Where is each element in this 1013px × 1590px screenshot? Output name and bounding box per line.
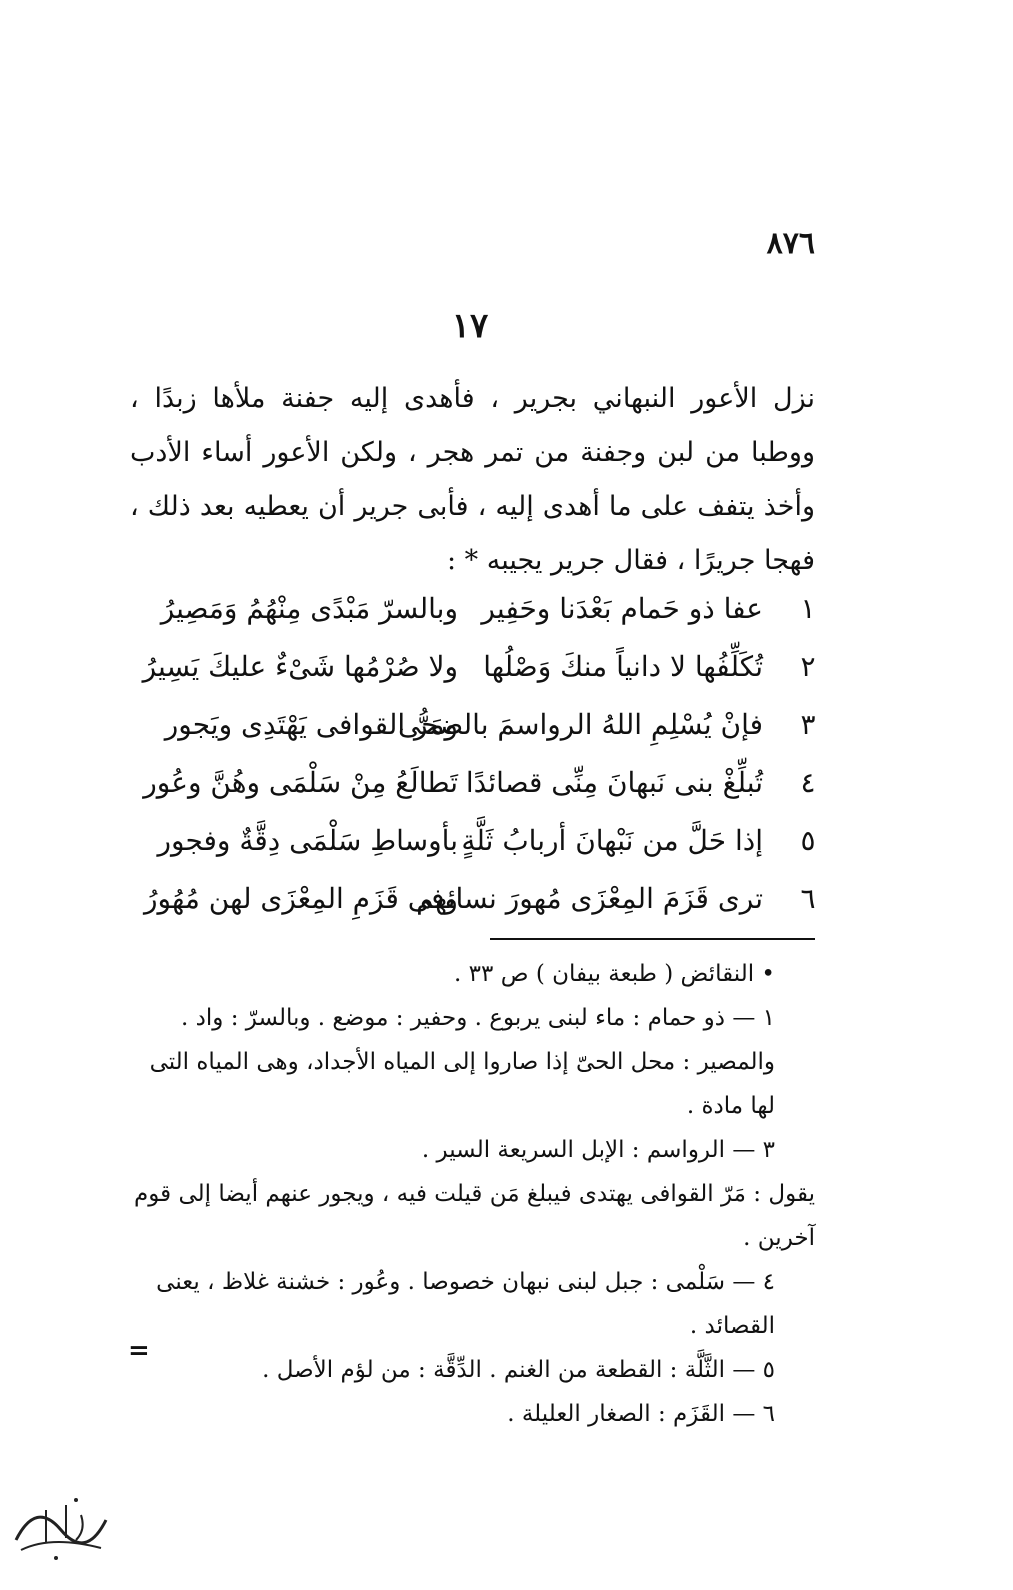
verse-number: ١	[800, 592, 816, 625]
verse-row	[164, 698, 823, 756]
verse-number: ٤	[800, 766, 816, 799]
verse-second-hemistich: بأوساطِ سَلْمَى دِقَّةٌ وفجور	[157, 824, 458, 857]
poem-verses	[142, 582, 823, 930]
footnote-item: ٣ — الرواسم : الإبل السريعة السير .	[421, 1137, 775, 1163]
verse-number: ٥	[800, 824, 816, 857]
library-stamp-logo	[6, 1480, 116, 1570]
verse-row	[160, 582, 823, 640]
verse-second-hemistich: ولا صُرْمُها شَىْءٌ عليكَ يَسِيرُ	[142, 650, 458, 683]
verse-row	[142, 640, 823, 698]
footnote-separator	[490, 938, 815, 940]
footnote-item: ٥ — الثَّلَّة : القطعة من الغنم . الدِّقَّة : من لؤم الأصل .	[262, 1357, 775, 1383]
verse-row	[157, 814, 823, 872]
verse-first-hemistich: عفا ذو حَمام بَعْدَنا وحَفِير	[481, 592, 763, 625]
verse-first-hemistich: ترى قَزَمَ المِعْزَى مُهورَ نسائهم	[416, 882, 763, 915]
verse-second-hemistich: وبالسرّ مَبْدًى مِنْهُمُ وَمَصِيرُ	[160, 592, 458, 625]
footnotes	[130, 952, 815, 1436]
verse-number: ٦	[800, 882, 816, 915]
verse-number: ٣	[800, 708, 816, 741]
page-number: ٨٧٦	[766, 226, 815, 261]
verse-first-hemistich: تُبلِّغْ بنى نَبهانَ مِنِّى قصائدًا	[465, 766, 763, 799]
verse-number: ٢	[800, 650, 816, 683]
footnote-item: ٦ — القَزَم : الصغار العليلة .	[507, 1401, 775, 1427]
footnote-item: ٤ — سَلْمى : جبل لبنى نبهان خصوصا . وعُور : خشنة غلاظ ، يعنى القصائد .	[156, 1269, 775, 1339]
verse-second-hemistich: وفى قَزَمِ المِعْزَى لهن مُهُورُ	[143, 882, 458, 915]
intro-paragraph: نزل الأعور النبهاني بجرير ، فأهدى إليه جفنة ملأها زبدًا ، ووطبا من لبن وجفنة من تمر هجر ، ولكن الأعور أساء الأدب وأخذ يتفف على ما أهدى إليه ، فأبى جرير أن يعطيه بعد ذلك ، فهجا جريرًا ، فقال جرير يجيبه * :	[130, 383, 815, 576]
footnote-item: ١ — ذو حمام : ماء لبنى يربوع . وحفير : موضع . وبالسرّ : واد . والمصير : محل الحىّ إذا صاروا إلى المياه الأجداد، وهى المياه التى لها مادة .	[149, 1005, 775, 1119]
verse-first-hemistich: تُكَلِّفُها لا دانياً منكَ وَصْلُها	[483, 650, 763, 683]
footnote-source: • النقائض ( طبعة بيفان ) ص ٣٣ .	[454, 961, 775, 987]
verse-second-hemistich: ومَرُّ القوافى يَهْتَدِى ويَجور	[164, 708, 458, 741]
verse-first-hemistich: فإنْ يُسْلِمِ اللهُ الرواسمَ بالضحى	[397, 708, 763, 741]
poem-number: ١٧	[451, 306, 489, 346]
verse-second-hemistich: تَطالَعُ مِنْ سَلْمَى وهُنَّ وعُور	[143, 766, 458, 799]
continuation-mark: =	[128, 1336, 150, 1366]
verse-row	[143, 872, 823, 930]
verse-first-hemistich: إذا حَلَّ من نَبْهانَ أربابُ ثَلَّةٍ	[461, 824, 763, 857]
verse-row	[143, 756, 823, 814]
footnote-item: يقول : مَرّ القوافى يهتدى فيبلغ مَن قيلت فيه ، ويجور عنهم أيضا إلى قوم آخرين .	[134, 1181, 815, 1251]
